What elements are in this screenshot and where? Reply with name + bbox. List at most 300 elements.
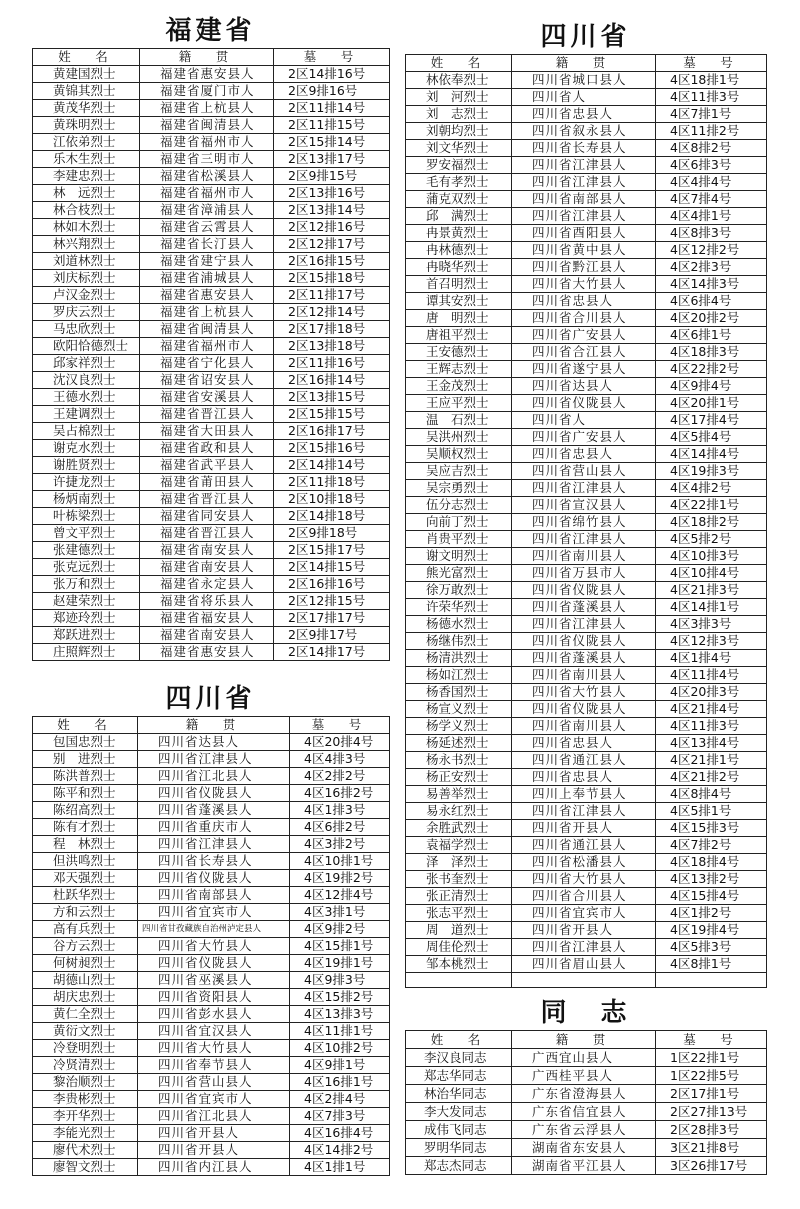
cell-name: 张万和烈士	[33, 576, 140, 593]
cell-name: 熊光富烈士	[406, 565, 512, 582]
table-row	[406, 1121, 767, 1139]
table-row	[33, 423, 390, 440]
cell-name: 黄建国烈士	[33, 66, 140, 83]
table-row	[406, 344, 767, 361]
cell-origin: 四川省开县人	[512, 922, 656, 939]
cell-grave: 2区28排3号	[656, 1121, 767, 1139]
cell-grave: 4区11排2号	[656, 123, 767, 140]
cell-name: 伍分志烈士	[406, 497, 512, 514]
cell-name: 罗庆云烈士	[33, 304, 140, 321]
table-row	[33, 989, 390, 1006]
cell-grave: 4区22排1号	[656, 497, 767, 514]
cell-name: 杜跃华烈士	[33, 887, 138, 904]
cell-origin: 四川省达县人	[138, 734, 290, 751]
table-row	[406, 157, 767, 174]
cell-grave: 2区15排18号	[274, 270, 390, 287]
cell-name: 吴顺权烈士	[406, 446, 512, 463]
cell-name: 但洪鸣烈士	[33, 853, 138, 870]
cell-origin: 四川省江津县人	[138, 836, 290, 853]
cell-origin: 四川省彭水县人	[138, 1006, 290, 1023]
cell-name: 罗安福烈士	[406, 157, 512, 174]
table-row	[33, 559, 390, 576]
table-row	[406, 89, 767, 106]
cell-name: 陈绍高烈士	[33, 802, 138, 819]
cell-origin: 四川省通江县人	[512, 752, 656, 769]
cell-name: 程 林烈士	[33, 836, 138, 853]
cell-name: 王辉志烈士	[406, 361, 512, 378]
cell-grave: 2区13排18号	[274, 338, 390, 355]
cell-origin: 福建省福州市人	[140, 134, 274, 151]
cell-grave: 4区7排4号	[656, 191, 767, 208]
cell-origin: 四川省营山县人	[138, 1074, 290, 1091]
table-row	[33, 751, 390, 768]
cell-grave: 4区10排2号	[290, 1040, 390, 1057]
cell-origin: 四川省江津县人	[512, 616, 656, 633]
cell-origin: 四川省江北县人	[138, 1108, 290, 1125]
cell-name: 黎治顺烈士	[33, 1074, 138, 1091]
table-row	[33, 734, 390, 751]
cell-origin: 四川省江津县人	[512, 157, 656, 174]
cell-origin: 广东省信宜县人	[512, 1103, 656, 1121]
cell-name: 林依奉烈士	[406, 72, 512, 89]
cell-grave: 4区14排3号	[656, 276, 767, 293]
table-row	[406, 667, 767, 684]
cell-origin: 福建省大田县人	[140, 423, 274, 440]
cell-name: 邱家祥烈士	[33, 355, 140, 372]
cell-origin: 四川省仪陇县人	[512, 395, 656, 412]
table-row	[33, 870, 390, 887]
cell-name: 刘道林烈士	[33, 253, 140, 270]
cell-origin: 四川省忠县人	[512, 293, 656, 310]
cell-origin: 福建省同安县人	[140, 508, 274, 525]
table-row	[406, 378, 767, 395]
cell-name: 卢汉金烈士	[33, 287, 140, 304]
table-row	[406, 1103, 767, 1121]
cell-grave: 4区3排2号	[290, 836, 390, 853]
cell-origin: 四川省江津县人	[512, 480, 656, 497]
cell-origin: 四川省内江县人	[138, 1159, 290, 1176]
cell-grave: 2区9排17号	[274, 627, 390, 644]
cell-origin: 四川省合川县人	[512, 310, 656, 327]
cell-origin: 四川省重庆市人	[138, 819, 290, 836]
table-row	[33, 921, 390, 938]
cell-grave: 2区17排1号	[656, 1085, 767, 1103]
cell-origin: 四川省绵竹县人	[512, 514, 656, 531]
table-row	[33, 1006, 390, 1023]
table-row	[33, 904, 390, 921]
table-row	[406, 1157, 767, 1175]
cell-name: 袁福学烈士	[406, 837, 512, 854]
cell-grave: 4区20排4号	[290, 734, 390, 751]
table-row	[406, 480, 767, 497]
table-row	[406, 548, 767, 565]
table-row	[406, 191, 767, 208]
table-row	[406, 412, 767, 429]
cell-grave: 2区17排17号	[274, 610, 390, 627]
cell-origin: 四川省资阳县人	[138, 989, 290, 1006]
fujian-table	[32, 48, 390, 661]
cell-name: 杨永书烈士	[406, 752, 512, 769]
cell-grave: 4区1排4号	[656, 650, 767, 667]
cell-origin: 福建省诏安县人	[140, 372, 274, 389]
cell-origin: 四川省宜宾市人	[138, 904, 290, 921]
cell-origin: 四川省城口县人	[512, 72, 656, 89]
cell-grave: 4区2排4号	[290, 1091, 390, 1108]
cell-origin: 四川省黄中县人	[512, 242, 656, 259]
cell-name: 林如木烈士	[33, 219, 140, 236]
cell-name: 廖智文烈士	[33, 1159, 138, 1176]
table-row	[33, 491, 390, 508]
cell-origin: 福建省福安县人	[140, 610, 274, 627]
cell-grave: 3区21排8号	[656, 1139, 767, 1157]
table-row	[33, 955, 390, 972]
table-row	[33, 610, 390, 627]
cell-name: 谢胜贤烈士	[33, 457, 140, 474]
table-row	[33, 1091, 390, 1108]
table-row	[33, 853, 390, 870]
cell-name: 罗明华同志	[406, 1139, 512, 1157]
cell-grave: 2区14排15号	[274, 559, 390, 576]
sichuan-right-table	[405, 54, 767, 988]
table-row	[33, 338, 390, 355]
cell-origin: 福建省福州市人	[140, 185, 274, 202]
cell-name: 唐祖平烈士	[406, 327, 512, 344]
cell-origin: 四川省江津县人	[138, 751, 290, 768]
cell-grave: 4区16排1号	[290, 1074, 390, 1091]
table-row	[33, 185, 390, 202]
cell-origin: 福建省上杭县人	[140, 304, 274, 321]
cell-origin: 四川省人	[512, 89, 656, 106]
table-row	[406, 514, 767, 531]
cell-origin: 四川省奉节县人	[138, 1057, 290, 1074]
cell-origin: 四川省江津县人	[512, 208, 656, 225]
section-title: 四川省	[165, 684, 256, 714]
cell-origin: 福建省福州市人	[140, 338, 274, 355]
cell-name: 杨如江烈士	[406, 667, 512, 684]
cell-origin: 四川省忠县人	[512, 735, 656, 752]
cell-name: 李建忠烈士	[33, 168, 140, 185]
cell-name: 冉晓华烈士	[406, 259, 512, 276]
cell-origin: 四川省长寿县人	[138, 853, 290, 870]
cell-name: 刘 河烈士	[406, 89, 512, 106]
cell-grave: 4区21排4号	[656, 701, 767, 718]
cell-name: 江依弟烈士	[33, 134, 140, 151]
cell-name: 郑跃进烈士	[33, 627, 140, 644]
table-row	[406, 939, 767, 956]
cell-name: 沈汉良烈士	[33, 372, 140, 389]
header-grave: 墓 号	[274, 49, 390, 66]
cell-origin: 福建省惠安县人	[140, 66, 274, 83]
cell-grave: 4区11排1号	[290, 1023, 390, 1040]
cell-grave: 4区3排3号	[656, 616, 767, 633]
cell-grave: 4区6排3号	[656, 157, 767, 174]
cell-grave: 2区12排16号	[274, 219, 390, 236]
cell-name: 杨继伟烈士	[406, 633, 512, 650]
cell-origin: 四川省南部县人	[512, 191, 656, 208]
cell-grave: 2区13排17号	[274, 151, 390, 168]
cell-origin: 四川省合江县人	[512, 344, 656, 361]
cell-name: 林治华同志	[406, 1085, 512, 1103]
cell-origin: 四川省酉阳县人	[512, 225, 656, 242]
cell-grave: 4区3排1号	[290, 904, 390, 921]
table-row	[406, 956, 767, 973]
cell-origin: 四川省黔江县人	[512, 259, 656, 276]
cell-grave: 4区20排3号	[656, 684, 767, 701]
cell-origin: 四川省仪陇县人	[138, 870, 290, 887]
cell-origin: 四川省眉山县人	[512, 956, 656, 973]
table-row	[406, 276, 767, 293]
cell-grave: 4区21排2号	[656, 769, 767, 786]
table-row	[406, 1139, 767, 1157]
cell-grave: 4区21排3号	[656, 582, 767, 599]
header-name: 姓 名	[406, 55, 512, 72]
cell-grave: 4区16排4号	[290, 1125, 390, 1142]
table-row	[33, 802, 390, 819]
cell-name: 包国忠烈士	[33, 734, 138, 751]
cell-name: 刘文华烈士	[406, 140, 512, 157]
cell-name: 李大发同志	[406, 1103, 512, 1121]
cell-origin: 四川省营山县人	[512, 463, 656, 480]
table-row	[406, 820, 767, 837]
empty-cell	[656, 973, 767, 988]
cell-origin: 四川省开县人	[512, 820, 656, 837]
cell-grave: 4区13排4号	[656, 735, 767, 752]
table-row	[33, 219, 390, 236]
cell-name: 毛有孝烈士	[406, 174, 512, 191]
cell-grave: 4区7排3号	[290, 1108, 390, 1125]
table-row	[33, 151, 390, 168]
cell-origin: 福建省浦城县人	[140, 270, 274, 287]
cell-name: 周佳伦烈士	[406, 939, 512, 956]
table-row	[33, 270, 390, 287]
cell-origin: 广西宜山县人	[512, 1049, 656, 1067]
cell-name: 吴洪州烈士	[406, 429, 512, 446]
table-row	[33, 1040, 390, 1057]
table-row	[406, 616, 767, 633]
table-row	[33, 972, 390, 989]
cell-grave: 4区8排2号	[656, 140, 767, 157]
cell-grave: 4区19排3号	[656, 463, 767, 480]
cell-name: 张建德烈士	[33, 542, 140, 559]
cell-origin: 四川省江北县人	[138, 768, 290, 785]
cell-origin: 福建省南安县人	[140, 542, 274, 559]
cell-origin: 福建省永定县人	[140, 576, 274, 593]
cell-grave: 2区15排14号	[274, 134, 390, 151]
cell-name: 杨学义烈士	[406, 718, 512, 735]
cell-name: 许荣华烈士	[406, 599, 512, 616]
table-row	[33, 287, 390, 304]
cell-grave: 4区4排4号	[656, 174, 767, 191]
table-row	[33, 304, 390, 321]
cell-grave: 4区1排1号	[290, 1159, 390, 1176]
cell-name: 黄茂华烈士	[33, 100, 140, 117]
cell-name: 吴宗勇烈士	[406, 480, 512, 497]
cell-name: 肖贵平烈士	[406, 531, 512, 548]
cell-name: 王德水烈士	[33, 389, 140, 406]
cell-grave: 2区13排16号	[274, 185, 390, 202]
cell-grave: 4区14排4号	[656, 446, 767, 463]
header-name: 姓 名	[406, 1031, 512, 1049]
table-row	[33, 644, 390, 661]
cell-name: 李开华烈士	[33, 1108, 138, 1125]
cell-name: 刘庆标烈士	[33, 270, 140, 287]
header-origin: 籍 贯	[512, 55, 656, 72]
cell-origin: 四川省忠县人	[512, 106, 656, 123]
table-row	[33, 576, 390, 593]
cell-origin: 湖南省东安县人	[512, 1139, 656, 1157]
cell-grave: 4区15排4号	[656, 888, 767, 905]
cell-grave: 2区11排14号	[274, 100, 390, 117]
cell-origin: 福建省安溪县人	[140, 389, 274, 406]
cell-origin: 广东省云浮县人	[512, 1121, 656, 1139]
cell-grave: 4区19排4号	[656, 922, 767, 939]
cell-grave: 2区12排14号	[274, 304, 390, 321]
cell-grave: 4区11排3号	[656, 89, 767, 106]
table-row	[406, 242, 767, 259]
cell-origin: 福建省三明市人	[140, 151, 274, 168]
cell-grave: 2区11排18号	[274, 474, 390, 491]
header-grave: 墓 号	[656, 1031, 767, 1049]
cell-grave: 2区17排18号	[274, 321, 390, 338]
cell-grave: 4区18排1号	[656, 72, 767, 89]
cell-name: 易善举烈士	[406, 786, 512, 803]
table-row	[33, 1159, 390, 1176]
cell-origin: 四川省宜宾市人	[138, 1091, 290, 1108]
cell-grave: 4区16排2号	[290, 785, 390, 802]
cell-name: 林兴翔烈士	[33, 236, 140, 253]
table-row	[406, 225, 767, 242]
table-row	[33, 321, 390, 338]
cell-grave: 2区15排16号	[274, 440, 390, 457]
header-name: 姓 名	[33, 49, 140, 66]
cell-name: 陈平和烈士	[33, 785, 138, 802]
table-row	[33, 542, 390, 559]
empty-cell	[512, 973, 656, 988]
sichuan-left-section	[32, 682, 389, 1176]
cell-name: 何树昶烈士	[33, 955, 138, 972]
cell-name: 冉林德烈士	[406, 242, 512, 259]
cell-origin: 四川省南川县人	[512, 548, 656, 565]
cell-origin: 四川省大竹县人	[138, 1040, 290, 1057]
table-row	[406, 752, 767, 769]
header-origin: 籍 贯	[138, 717, 290, 734]
cell-name: 欧阳恰德烈士	[33, 338, 140, 355]
table-row	[33, 1057, 390, 1074]
cell-origin: 四川省仪陇县人	[138, 955, 290, 972]
cell-grave: 4区8排1号	[656, 956, 767, 973]
cell-grave: 4区4排1号	[656, 208, 767, 225]
table-row	[406, 174, 767, 191]
cell-name: 杨德水烈士	[406, 616, 512, 633]
cell-grave: 2区14排14号	[274, 457, 390, 474]
table-row	[406, 446, 767, 463]
cell-grave: 4区19排2号	[290, 870, 390, 887]
cell-origin: 四川省忠县人	[512, 446, 656, 463]
table-row	[406, 463, 767, 480]
table-header-row	[406, 1031, 767, 1049]
table-row	[406, 310, 767, 327]
cell-grave: 2区14排16号	[274, 66, 390, 83]
cell-origin: 四川省蓬溪县人	[138, 802, 290, 819]
cell-grave: 2区14排17号	[274, 644, 390, 661]
cell-origin: 四川省南川县人	[512, 667, 656, 684]
table-row	[406, 140, 767, 157]
table-row	[33, 253, 390, 270]
cell-grave: 2区16排14号	[274, 372, 390, 389]
table-row	[33, 440, 390, 457]
cell-grave: 2区10排18号	[274, 491, 390, 508]
cell-grave: 4区7排1号	[656, 106, 767, 123]
cell-name: 蒲克双烈士	[406, 191, 512, 208]
cell-origin: 四川省仪陇县人	[512, 701, 656, 718]
header-grave: 墓 号	[656, 55, 767, 72]
table-row	[406, 871, 767, 888]
cell-origin: 福建省漳浦县人	[140, 202, 274, 219]
cell-origin: 四川省万县市人	[512, 565, 656, 582]
cell-name: 杨宣义烈士	[406, 701, 512, 718]
cell-origin: 四川省广安县人	[512, 429, 656, 446]
cell-grave: 4区8排3号	[656, 225, 767, 242]
cell-origin: 广西桂平县人	[512, 1067, 656, 1085]
header-grave: 墓 号	[290, 717, 390, 734]
table-row	[406, 208, 767, 225]
cell-origin: 四川省松潘县人	[512, 854, 656, 871]
table-row	[33, 66, 390, 83]
cell-name: 胡德山烈士	[33, 972, 138, 989]
cell-grave: 2区11排17号	[274, 287, 390, 304]
table-row	[33, 887, 390, 904]
cell-grave: 4区11排3号	[656, 718, 767, 735]
cell-grave: 4区7排2号	[656, 837, 767, 854]
cell-origin: 福建省晋江县人	[140, 406, 274, 423]
cell-name: 谢文明烈士	[406, 548, 512, 565]
cell-name: 方和云烈士	[33, 904, 138, 921]
cell-grave: 2区27排13号	[656, 1103, 767, 1121]
cell-grave: 4区6排4号	[656, 293, 767, 310]
table-row	[33, 168, 390, 185]
cell-name: 张书奎烈士	[406, 871, 512, 888]
cell-origin: 湖南省平江县人	[512, 1157, 656, 1175]
cell-grave: 4区4排2号	[656, 480, 767, 497]
table-row	[33, 236, 390, 253]
cell-name: 郑志华同志	[406, 1067, 512, 1085]
cell-name: 邱 满烈士	[406, 208, 512, 225]
table-row	[406, 735, 767, 752]
cell-name: 唐 明烈士	[406, 310, 512, 327]
cell-grave: 4区2排3号	[656, 259, 767, 276]
table-row	[406, 395, 767, 412]
cell-origin: 四川省仪陇县人	[512, 633, 656, 650]
cell-origin: 四川省江津县人	[512, 531, 656, 548]
table-row	[33, 1125, 390, 1142]
section-title: 同 志	[540, 998, 631, 1028]
table-row	[406, 361, 767, 378]
cell-grave: 4区19排1号	[290, 955, 390, 972]
cell-origin: 广东省澄海县人	[512, 1085, 656, 1103]
cell-grave: 4区12排3号	[656, 633, 767, 650]
cell-grave: 1区22排1号	[656, 1049, 767, 1067]
table-row	[33, 406, 390, 423]
table-row	[406, 769, 767, 786]
cell-name: 胡庆忠烈士	[33, 989, 138, 1006]
section-title: 福建省	[165, 16, 256, 46]
table-row	[406, 259, 767, 276]
cell-name: 曾文平烈士	[33, 525, 140, 542]
cell-grave: 2区16排15号	[274, 253, 390, 270]
cell-grave: 2区9排16号	[274, 83, 390, 100]
table-row	[406, 582, 767, 599]
cell-name: 冉景黄烈士	[406, 225, 512, 242]
